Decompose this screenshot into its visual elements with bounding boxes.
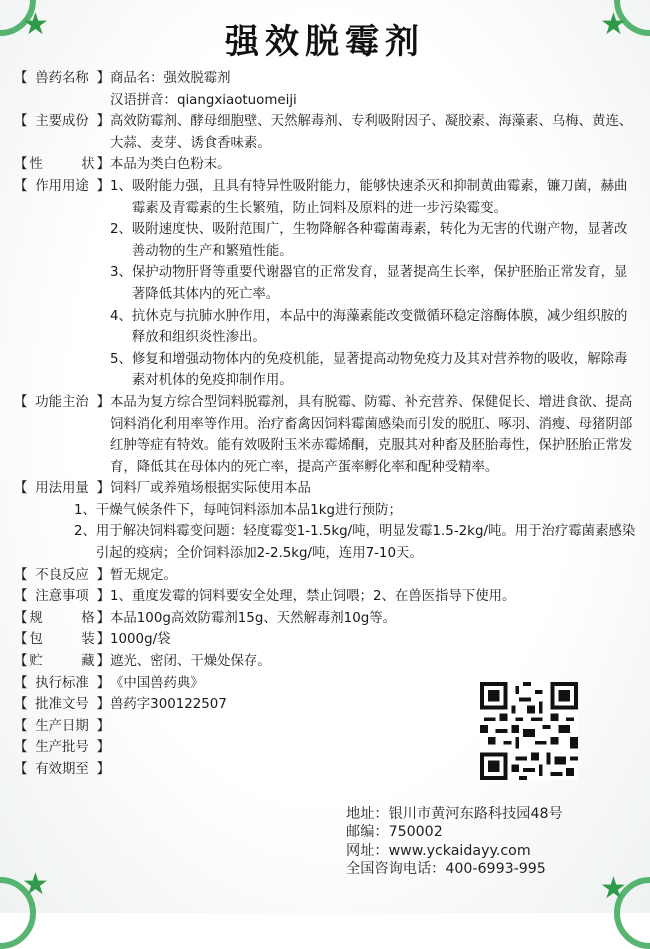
star-icon: ★ (22, 7, 49, 42)
field-label: 【 作用用途 】 (14, 178, 110, 194)
star-icon: ★ (600, 871, 627, 906)
field-value: 1、重度发霉的饲料要安全处理，禁止饲喂；2、在兽医指导下使用。 (110, 589, 516, 605)
field-value: 兽药字300122507 (110, 697, 227, 713)
list-item: 1、 干燥气候条件下，每吨饲料添加本品1kg进行预防； (74, 502, 402, 518)
row-notes (14, 586, 640, 608)
field-value: 本品为类白色粉末。 (110, 157, 231, 173)
field-label: 【 生产日期 】 (14, 718, 110, 734)
product-title: 强效脱霉剂 (225, 22, 425, 62)
field-label: 【 用法用量 】 (14, 481, 110, 497)
qr-code (480, 682, 578, 780)
postcode: 邮编：750002 (346, 824, 443, 841)
field-value: 饲料厂或养殖场根据实际使用本品 (110, 481, 311, 497)
field-label: 【 性 状 】 (14, 157, 110, 173)
website-link[interactable]: 网址：www.yckaidayy.com (346, 842, 531, 859)
list-item: 3、 保护动物肝肾等重要代谢器官的正常发育，显著提高生长率，保护胚胎正常发育，显著降低其体内的死亡率。 (110, 265, 628, 302)
list-item: 5、 修复和增强动物体内的免疫机能，显著提高动物免疫力及其对营养物的吸收，解除毒素对机体的免疫抑制作用。 (110, 351, 628, 389)
field-label: 【 注意事项 】 (14, 589, 110, 605)
row-storage (14, 651, 640, 673)
row-dosage (14, 478, 640, 500)
star-icon: ★ (600, 7, 627, 42)
field-value: 1000g/袋 (110, 632, 171, 648)
field-label: 【 生产批号 】 (14, 740, 110, 756)
row-indications (14, 392, 640, 478)
row-spec (14, 608, 640, 630)
row-vet-name (14, 68, 640, 90)
row-package (14, 629, 640, 651)
field-value: 本品100g高效防霉剂15g、天然解毒剂10g等。 (110, 610, 396, 626)
star-icon: ★ (22, 867, 49, 902)
field-value: 高效防霉剂、酵母细胞壁、天然解毒剂、专利吸附因子、凝胶素、海藻素、乌梅、黄连、大蒜、麦芽、诱食香味素。 (110, 114, 633, 151)
row-appearance (14, 154, 640, 176)
field-value: 遮光、密闭、干燥处保存。 (110, 654, 271, 670)
row-adverse (14, 565, 640, 587)
hotline: 全国咨询电话：400-6993-995 (346, 861, 546, 878)
list-item: 2、 吸附速度快、吸附范围广，生物降解各种霉菌毒素，转化为无害的代谢产物，显著改善动物的生产和繁殖性能。 (110, 222, 628, 259)
field-value: 商品名：强效脱霉剂 (110, 71, 231, 86)
field-label: 【 主要成份 】 (14, 114, 110, 130)
field-value: 《中国兽药典》 (110, 675, 204, 691)
field-label: 【 规 格 】 (14, 610, 110, 626)
company-contact (346, 805, 646, 879)
field-value: 暂无规定。 (110, 567, 177, 583)
field-label: 【 包 装 】 (14, 632, 110, 648)
list-item: 2、 用于解决饲料霉变问题：轻度霉变1-1.5kg/吨，明显发霉1.5-2kg/吨。用于治疗霉菌素感染引起的疫病；全价饲料添加2-2.5kg/吨，连用7-10天。 (74, 524, 636, 562)
spec-sheet (14, 68, 640, 781)
row-ingredients (14, 111, 640, 154)
field-label: 【 批准文号 】 (14, 697, 110, 713)
field-value (110, 176, 640, 392)
field-label: 【 功能主治 】 (14, 394, 110, 410)
field-value: 本品为复方综合型饲料脱霉剂，具有脱霉、防霉、补充营养、保健促长、增进食欲、提高饲料消化利用率等作用。治疗畜禽因饲料霉菌感染而引发的脱肛、啄羽、消瘦、母猪阴部红肿等症有特效。能有效吸附玉米赤霉烯酮，克服其对种畜及胚胎毒性，保护胚胎正常发育，降低其在母体内的死亡率，提高产蛋率孵化率和配种受精率。 (110, 394, 633, 475)
pinyin-line: 汉语拼音：qiangxiaotuomeiji (110, 92, 297, 108)
field-label: 【 不良反应 】 (14, 567, 110, 583)
list-item: 1、 吸附能力强，且具有特异性吸附能力，能够快速杀灭和抑制黄曲霉素，镰刀菌，赫曲霉素及青霉素的生长繁殖，防止饲料及原料的进一步污染霉变。 (110, 178, 628, 216)
field-label: 【 有效期至 】 (14, 762, 110, 777)
field-label: 【 贮 藏 】 (14, 654, 110, 670)
list-item: 4、 抗休克与抗肺水肿作用，本品中的海藻素能改变微循环稳定溶酶体膜，减少组织胺的释放和组织炎性渗出。 (110, 308, 628, 346)
field-label: 【 执行标准 】 (14, 675, 110, 691)
row-function (14, 176, 640, 392)
address: 地址：银川市黄河东路科技园48号 (346, 806, 563, 822)
field-label: 【 兽药名称 】 (14, 71, 110, 86)
